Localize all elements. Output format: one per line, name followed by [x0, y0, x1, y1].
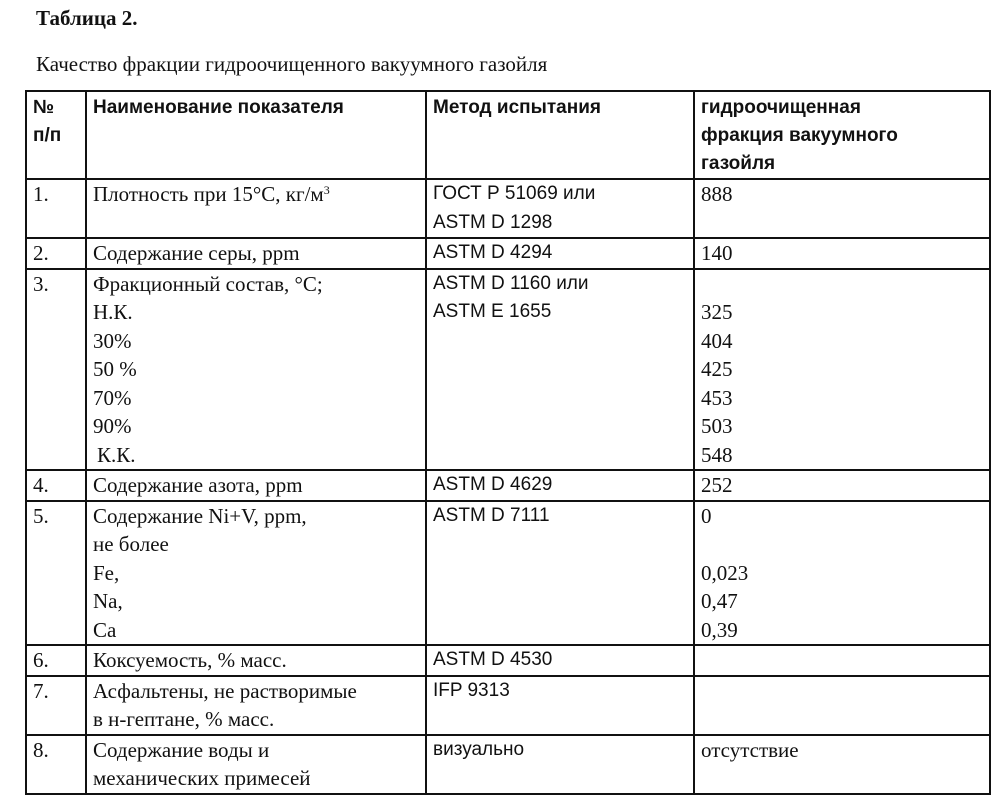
- table-row: [26, 676, 990, 735]
- header-row: [26, 91, 990, 179]
- name-line: 30%: [93, 328, 132, 353]
- row-method: [426, 238, 694, 269]
- method-line: визуально: [433, 738, 525, 760]
- table-row: [26, 501, 990, 646]
- header-method: Метод испытания: [426, 91, 694, 179]
- row-method: [426, 735, 694, 794]
- row-name: [86, 645, 426, 676]
- table-caption: Качество фракции гидроочищенного вакуумного газойля: [36, 52, 548, 76]
- header-num-line: №: [33, 97, 55, 118]
- row-name: [86, 735, 426, 794]
- name-line: 70%: [93, 385, 132, 410]
- row-name-text: Плотность при 15°С, кг/м: [93, 182, 324, 206]
- row-value: [694, 735, 990, 794]
- row-num: 3.: [26, 269, 86, 471]
- name-line: не более: [93, 532, 169, 556]
- name-line: Н.К.: [93, 300, 133, 324]
- name-line: 90%: [93, 414, 132, 438]
- quality-table: [25, 90, 991, 795]
- table-title: Таблица 2.: [36, 6, 138, 30]
- row-method: [426, 501, 694, 646]
- method-line: ASTM E 1655: [433, 301, 552, 322]
- name-line: в н-гептане, % масс.: [93, 707, 275, 731]
- name-line: Fe,: [93, 560, 120, 585]
- method-line: ASTM D 4294: [433, 242, 553, 263]
- method-line: ASTM D 1160 или: [433, 272, 589, 294]
- row-num: 6.: [26, 645, 86, 676]
- row-num: 5.: [26, 501, 86, 646]
- name-line: Коксуемость, % масс.: [93, 648, 287, 672]
- table-row: [26, 735, 990, 794]
- value-line: 325: [701, 300, 733, 324]
- row-method: [426, 645, 694, 676]
- name-line: Ca: [93, 617, 117, 642]
- name-line: К.К.: [97, 442, 136, 467]
- name-line: Содержание серы, ppm: [93, 241, 300, 265]
- value-line: 548: [701, 442, 733, 467]
- value-line: 0: [701, 503, 712, 528]
- header-value-line: газойля: [701, 153, 776, 174]
- value-line: 140: [701, 241, 733, 265]
- superscript: 3: [323, 183, 330, 197]
- value-line: 404: [701, 328, 733, 353]
- row-name: [86, 179, 426, 238]
- name-line: Асфальтены, не растворимые: [93, 678, 357, 703]
- method-line: ГОСТ Р 51069 или: [433, 183, 596, 204]
- row-value: [694, 179, 990, 238]
- header-num: [26, 91, 86, 179]
- value-line: [701, 530, 983, 559]
- value-line: 453: [701, 385, 733, 410]
- row-value: [694, 501, 990, 646]
- value-line: отсутствие: [701, 737, 799, 762]
- header-value-line: фракция вакуумного: [701, 125, 898, 146]
- method-line: ASTM D 4629: [433, 474, 553, 495]
- method-line: ASTM D 7111: [433, 504, 550, 526]
- name-line: Фракционный состав, °С;: [93, 271, 323, 296]
- row-method: [426, 676, 694, 735]
- row-name: [86, 238, 426, 269]
- row-num: 7.: [26, 676, 86, 735]
- name-line: Содержание Ni+V, ppm,: [93, 503, 307, 528]
- method-line: ASTM D 1298: [433, 211, 553, 233]
- name-line: Na,: [93, 589, 123, 613]
- row-method: [426, 470, 694, 501]
- table-row: [26, 269, 990, 471]
- table-row: [26, 645, 990, 676]
- row-value-empty: [694, 676, 990, 735]
- name-line: механических примесей: [93, 766, 311, 790]
- row-num: 1.: [26, 179, 86, 238]
- value-line: [701, 270, 983, 299]
- row-method: [426, 179, 694, 238]
- name-line: Содержание воды и: [93, 737, 270, 762]
- row-name: [86, 676, 426, 735]
- header-value: [694, 91, 990, 179]
- row-value: [694, 470, 990, 501]
- method-line: IFP 9313: [433, 679, 510, 701]
- row-name: [86, 501, 426, 646]
- method-line: ASTM D 4530: [433, 649, 553, 670]
- header-num-line: п/п: [33, 125, 62, 146]
- row-name: [86, 470, 426, 501]
- row-num: 8.: [26, 735, 86, 794]
- header-name: Наименование показателя: [86, 91, 426, 179]
- row-num: 4.: [26, 470, 86, 501]
- header-value-line: гидроочищенная: [701, 97, 861, 118]
- row-value: [694, 269, 990, 471]
- table-row: [26, 179, 990, 238]
- name-line: 50 %: [93, 357, 137, 381]
- value-line: 0,47: [701, 589, 738, 613]
- table-row: [26, 470, 990, 501]
- row-method: [426, 269, 694, 471]
- name-line: Содержание азота, ppm: [93, 473, 303, 497]
- value-line: 0,39: [701, 617, 738, 642]
- row-num: 2.: [26, 238, 86, 269]
- row-value-empty: [694, 645, 990, 676]
- value-line: 888: [701, 182, 733, 206]
- row-name: [86, 269, 426, 471]
- value-line: 252: [701, 473, 733, 497]
- row-value: [694, 238, 990, 269]
- table-row: [26, 238, 990, 269]
- value-line: 425: [701, 357, 733, 381]
- value-line: 503: [701, 414, 733, 438]
- value-line: 0,023: [701, 560, 749, 585]
